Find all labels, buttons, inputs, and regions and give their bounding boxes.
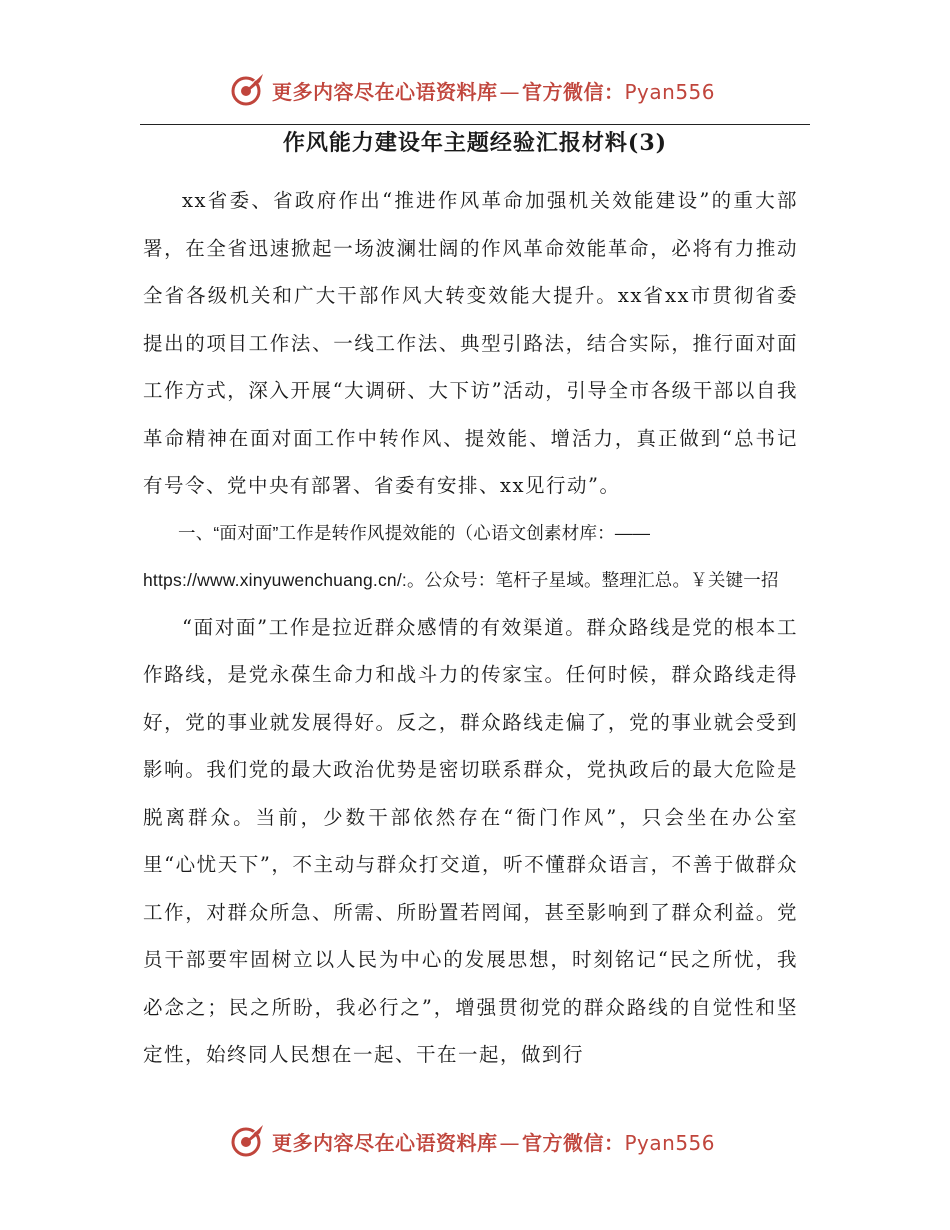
intro-paragraph: xx省委、省政府作出“推进作风革命加强机关效能建设”的重大部署，在全省迅速掀起一场波澜壮阔的作风革命效能革命，必将有力推动全省各级机关和广大干部作风大转变效能大提升。xx省xx市贯彻省委提出的项目工作法、一线工作法、典型引路法，结合实际，推行面对面工作方式，深入开展“大调研、大下访”活动，引导全市各级干部以自我革命精神在面对面工作中转作风、提效能、增活力，真正做到“总书记有号令、党中央有部署、省委有安排、xx见行动”。 bbox=[143, 189, 798, 497]
banner-text bbox=[272, 76, 715, 105]
banner-separator: — bbox=[499, 79, 520, 104]
section-heading: 一、“面对面”工作是转作风提效能的（心语文创素材库：——https://www.xinyuwenchuang.cn/:。公众号：笔杆子星域。整理汇总。￥关键一招 bbox=[143, 522, 779, 590]
banner-wechat-label: 官方微信： bbox=[522, 1130, 625, 1155]
document-title: 作风能力建设年主题经验汇报材料(3) bbox=[282, 130, 668, 156]
quill-logo-icon bbox=[230, 1123, 266, 1159]
footer-banner bbox=[230, 1121, 715, 1161]
header-rule bbox=[140, 124, 810, 125]
banner-wechat-id: Pyan556 bbox=[624, 1130, 716, 1155]
header-banner bbox=[230, 70, 715, 110]
banner-slogan: 更多内容尽在心语资料库 bbox=[272, 1130, 498, 1155]
banner-separator: — bbox=[499, 1130, 520, 1155]
banner-wechat-id: Pyan556 bbox=[624, 79, 716, 104]
body-paragraph: “面对面”工作是拉近群众感情的有效渠道。群众路线是党的根本工作路线，是党永葆生命力和战斗力的传家宝。任何时候，群众路线走得好，党的事业就发展得好。反之，群众路线走偏了，党的事业就会受到影响。我们党的最大政治优势是密切联系群众，党执政后的最大危险是脱离群众。当前，少数干部依然存在“衙门作风”，只会坐在办公室里“心忧天下”，不主动与群众打交道，听不懂群众语言，不善于做群众工作，对群众所急、所需、所盼置若罔闻，甚至影响到了群众利益。党员干部要牢固树立以人民为中心的发展思想，时刻铭记“民之所忧，我必念之；民之所盼，我必行之”，增强贯彻党的群众路线的自觉性和坚定性，始终同人民想在一起、干在一起，做到行 bbox=[143, 615, 798, 1066]
banner-text bbox=[272, 1127, 715, 1156]
banner-slogan: 更多内容尽在心语资料库 bbox=[272, 79, 498, 104]
quill-logo-icon bbox=[230, 72, 266, 108]
document-body bbox=[143, 177, 798, 1079]
banner-wechat-label: 官方微信： bbox=[522, 79, 625, 104]
